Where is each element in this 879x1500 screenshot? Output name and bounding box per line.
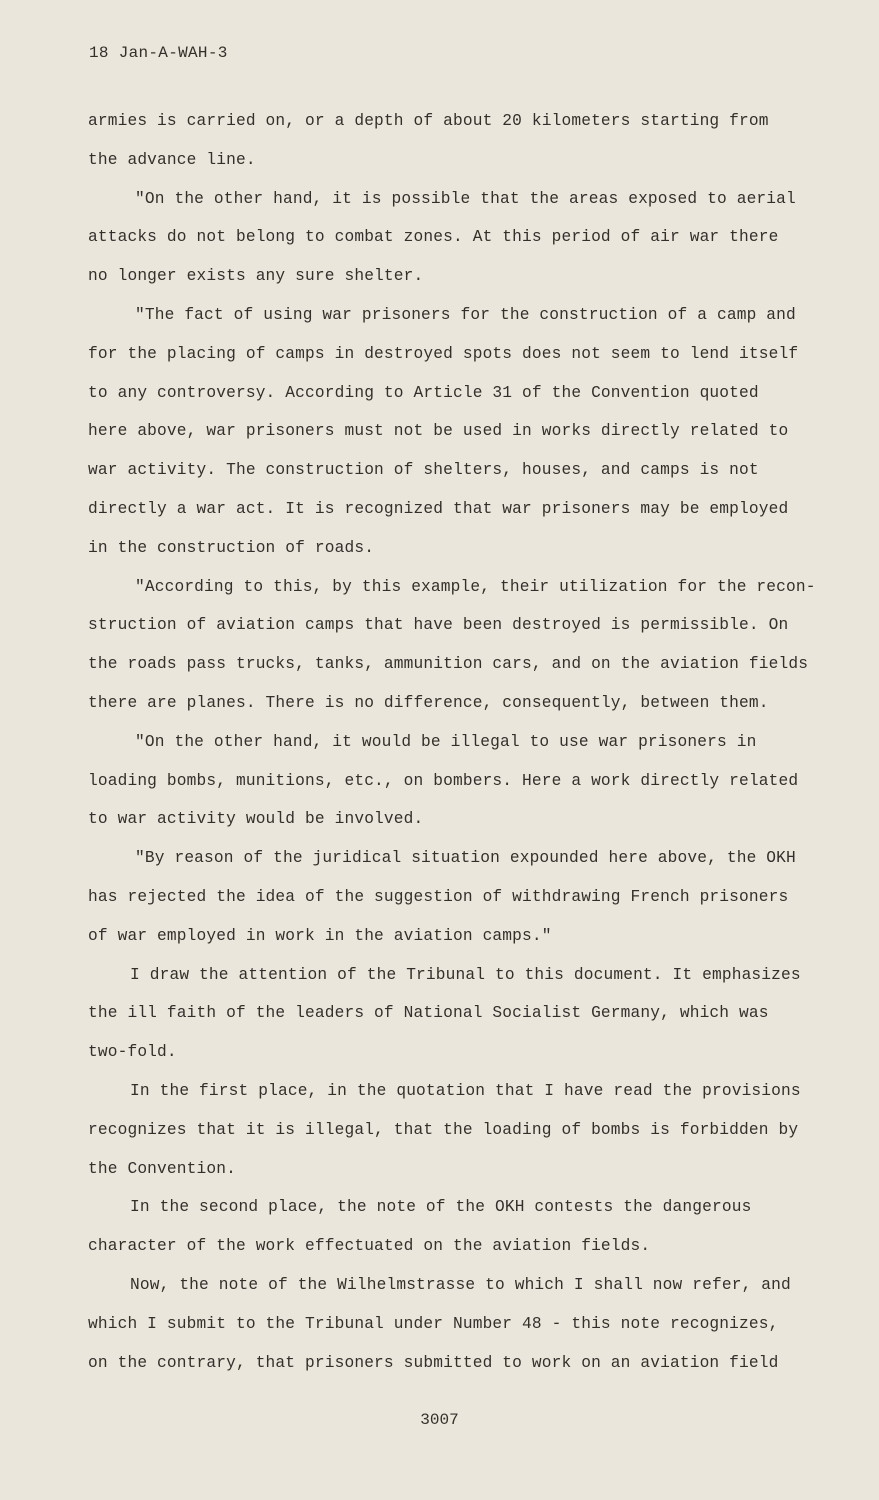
text-line: the ill faith of the leaders of National Socialist Germany, which was	[88, 1004, 769, 1023]
text-line: "On the other hand, it would be illegal to use war prisoners in	[135, 732, 757, 751]
text-line: to any controversy. According to Article 31 of the Convention quoted	[88, 383, 759, 402]
text-line: the Convention.	[88, 1159, 236, 1178]
text-line: on the contrary, that prisoners submitted to work on an aviation field	[88, 1353, 779, 1372]
text-line: to war activity would be involved.	[88, 810, 424, 829]
text-line: the roads pass trucks, tanks, ammunition cars, and on the aviation fields	[88, 655, 809, 674]
document-body	[88, 102, 816, 1382]
text-line: of war employed in work in the aviation camps."	[88, 926, 552, 945]
text-line: loading bombs, munitions, etc., on bombers. Here a work directly related	[88, 771, 799, 790]
text-line: here above, war prisoners must not be used in works directly related to	[88, 422, 789, 441]
text-line: character of the work effectuated on the aviation fields.	[88, 1237, 651, 1256]
text-line: "According to this, by this example, their utilization for the recon-	[135, 577, 816, 596]
text-line: which I submit to the Tribunal under Number 48 - this note recognizes,	[88, 1314, 779, 1333]
text-line: "The fact of using war prisoners for the construction of a camp and	[135, 305, 796, 324]
text-line: directly a war act. It is recognized that war prisoners may be employed	[88, 499, 789, 518]
text-line: Now, the note of the Wilhelmstrasse to which I shall now refer, and	[130, 1275, 791, 1294]
text-line: armies is carried on, or a depth of about 20 kilometers starting from	[88, 112, 769, 130]
text-line: attacks do not belong to combat zones. At this period of air war there	[88, 228, 779, 247]
text-line: has rejected the idea of the suggestion of withdrawing French prisoners	[88, 887, 789, 906]
text-line: In the first place, in the quotation that I have read the provisions	[130, 1081, 801, 1100]
text-line: in the construction of roads.	[88, 538, 375, 557]
page-number: 3007	[420, 1411, 459, 1429]
text-line: there are planes. There is no difference, consequently, between them.	[88, 693, 769, 712]
text-line: "By reason of the juridical situation expounded here above, the OKH	[135, 849, 796, 868]
text-line: the advance line.	[88, 150, 256, 169]
text-line: war activity. The construction of shelters, houses, and camps is not	[88, 461, 759, 480]
text-line: struction of aviation camps that have been destroyed is permissible. On	[88, 616, 789, 635]
text-line: "On the other hand, it is possible that the areas exposed to aerial	[135, 189, 796, 208]
document-reference: 18 Jan-A-WAH-3	[89, 44, 228, 62]
text-line: two-fold.	[88, 1043, 177, 1062]
text-line: no longer exists any sure shelter.	[88, 267, 424, 286]
text-line: In the second place, the note of the OKH contests the dangerous	[130, 1198, 752, 1217]
text-line: recognizes that it is illegal, that the loading of bombs is forbidden by	[88, 1120, 799, 1139]
text-line: for the placing of camps in destroyed spots does not seem to lend itself	[88, 344, 799, 363]
text-line: I draw the attention of the Tribunal to this document. It emphasizes	[130, 965, 801, 984]
